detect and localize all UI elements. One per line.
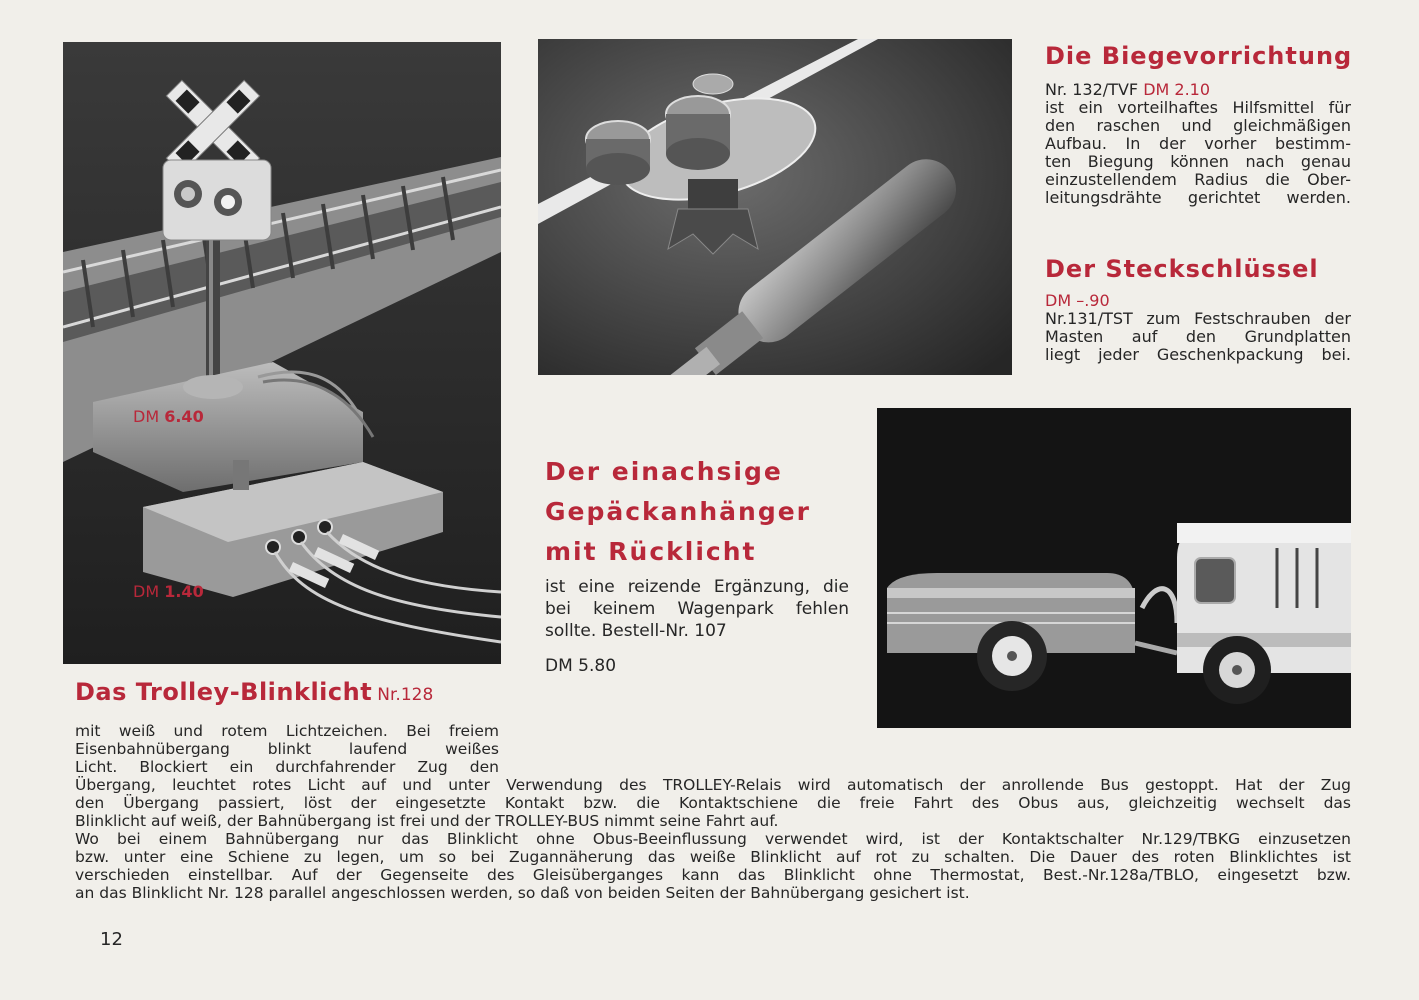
text-line: ist eine reizende Ergänzung, die [545,577,849,597]
blinklicht-text-narrow [75,722,499,776]
anhaenger-text [545,576,849,642]
text-line: ten Biegung können nach genau [1045,152,1351,171]
text-line: Masten auf den Grundplatten [1045,327,1351,346]
signal-price: DM 6.40 [133,407,204,426]
blinklicht-title: Das Trolley-Blinklicht [75,678,373,706]
biegevorrichtung-text [1045,81,1351,207]
biegevorrichtung-title: Die Biegevorrichtung [1045,42,1353,70]
trolleybus-trailer-photo-icon [877,408,1351,728]
steckschluessel-text [1045,292,1351,364]
biegevorrichtung-price: DM 2.10 [1143,80,1211,99]
steckschluessel-title: Der Steckschlüssel [1045,255,1319,283]
anhaenger-title-line: Gepäckanhänger [545,497,812,526]
text-line: Aufbau. In der vorher bestimm- [1045,134,1351,153]
text-line: Eisenbahnübergang blinkt laufend weißes [75,740,499,758]
switch-price: DM 1.40 [133,582,204,601]
anhaenger-title [545,452,811,572]
blinklicht-photo [63,42,501,664]
text-line: bei keinem Wagenpark fehlen [545,599,849,619]
text-line: einzustellendem Radius die Ober- [1045,170,1351,189]
text-line: liegt jeder Geschenkpackung bei. [1045,345,1351,364]
trailer-photo [877,408,1351,728]
biegevorrichtung-order-no: Nr. 132/TVF [1045,80,1139,99]
text-line: Wo bei einem Bahnübergang nur das Blinklicht ohne Obus-Beeinflussung verwendet wird, ist der Kontaktschalter Nr.129/TBKG einzusetzen [75,830,1351,848]
anhaenger-title-line: Der einachsige [545,457,783,486]
page-number: 12 [100,929,123,950]
biegevorrichtung-photo [538,39,1012,375]
text-line: ist ein vorteilhaftes Hilfsmittel für [1045,98,1351,117]
bending-tool-photo-icon [538,39,1012,375]
blinklicht-order-no: Nr.128 [377,685,434,705]
text-line: bzw. unter eine Schiene zu legen, um so bei Zugannäherung das weiße Blinklicht auf rot zu schalten. Die Dauer des roten Blinklichtes ist [75,848,1351,866]
text-line: Übergang, leuchtet rotes Licht auf und unter Verwendung des TROLLEY-Relais wird automatisch der anrollende Bus gestoppt. Hat der Zug [75,776,1351,794]
text-line: verschieden einstellbar. Auf der Gegenseite des Gleisüberganges kann das Blinklicht ohne Thermostat, Best.-Nr.128a/TBLO, eingesetzt bzw. [75,866,1351,884]
anhaenger-title-line: mit Rücklicht [545,537,757,566]
text-line: Blinklicht auf weiß, der Bahnübergang ist frei und der TROLLEY-BUS nimmt seine Fahrt auf. [75,812,779,830]
railroad-crossing-signal-photo-icon [63,42,501,664]
text-line: den Übergang passiert, löst der eingesetzte Kontakt bzw. die Kontaktschiene die freie Fahrt des Obus aus, gleichzeitig wechselt das [75,794,1351,812]
anhaenger-price: DM 5.80 [545,656,617,676]
text-line: Licht. Blockiert ein durchfahrender Zug den [75,758,499,776]
text-line: den raschen und gleichmäßigen [1045,116,1351,135]
text-line: an das Blinklicht Nr. 128 parallel angeschlossen werden, so daß von beiden Seiten der Bahnübergang gesichert ist. [75,884,970,902]
blinklicht-text-wide [75,776,1351,902]
text-line: leitungsdrähte gerichtet werden. [1045,188,1351,207]
text-line: sollte. Bestell-Nr. 107 [545,621,727,641]
text-line: Nr.131/TST zum Festschrauben der [1045,309,1351,328]
text-line: mit weiß und rotem Lichtzeichen. Bei freiem [75,722,499,740]
steckschluessel-price: DM –.90 [1045,291,1110,310]
blinklicht-heading [75,678,433,706]
